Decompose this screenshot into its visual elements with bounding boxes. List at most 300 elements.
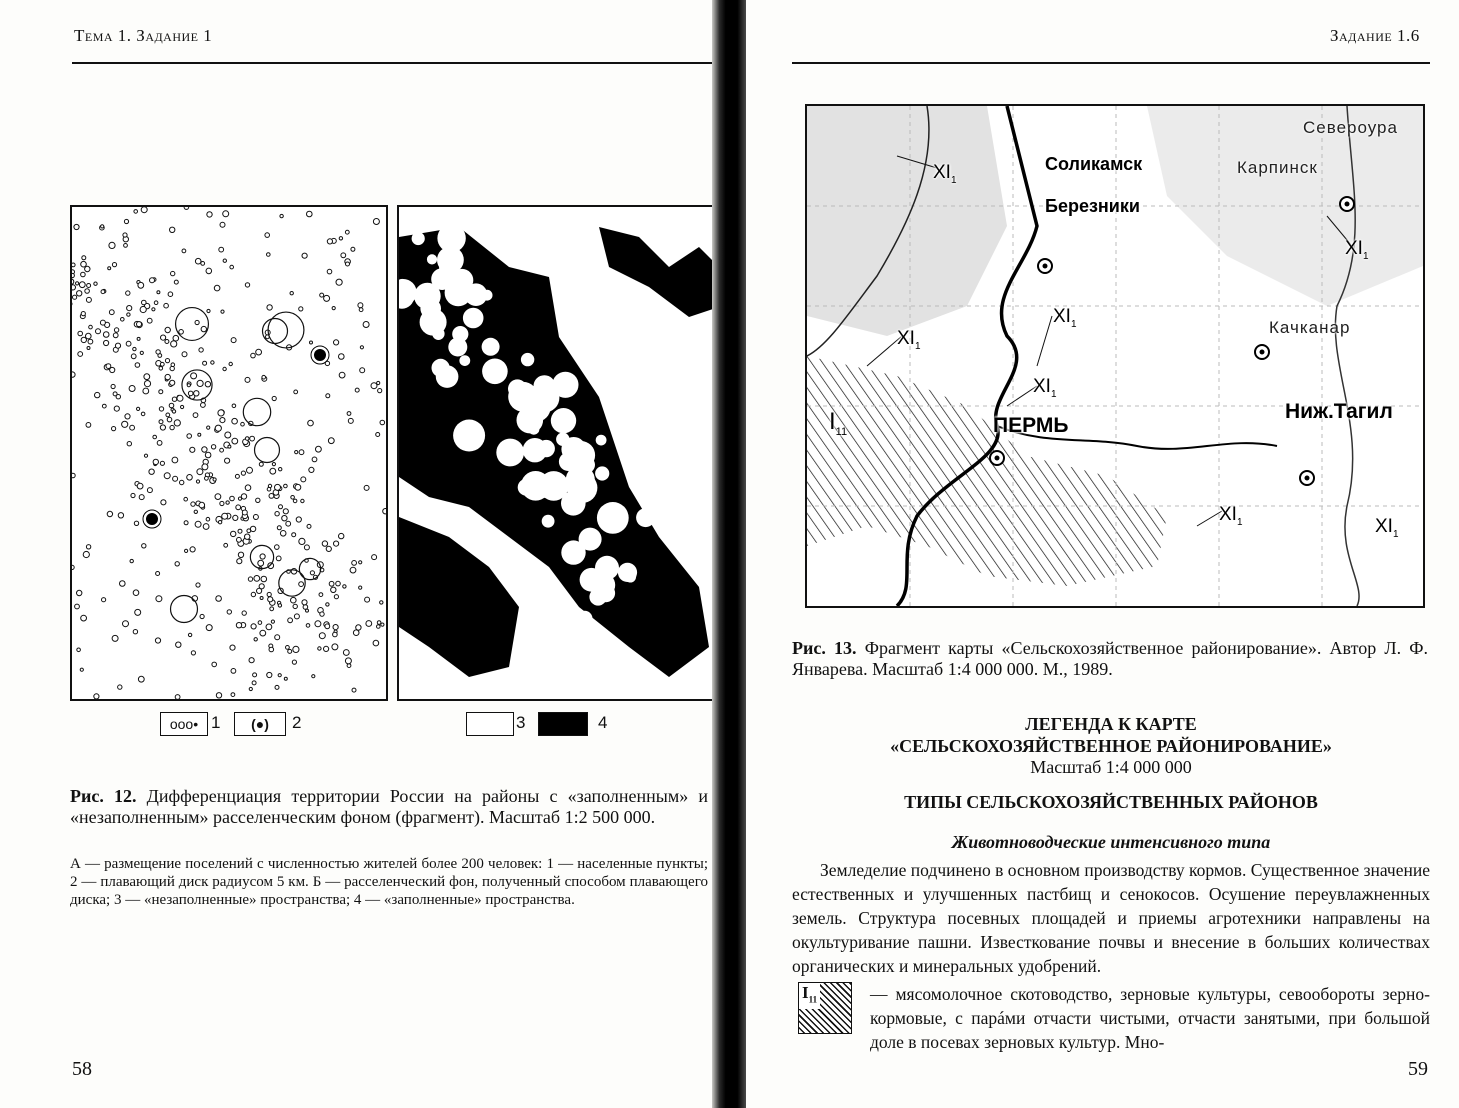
right-page-number: 59 — [1408, 1058, 1428, 1080]
settlement-dot — [377, 621, 381, 625]
settlement-dot — [318, 647, 321, 650]
settlement-dot — [123, 621, 129, 627]
settlement-dot — [130, 425, 135, 430]
settlement-dot — [220, 501, 224, 505]
settlement-dot — [293, 499, 297, 503]
settlement-dot — [378, 389, 382, 393]
settlement-dot — [112, 263, 116, 267]
settlement-dot — [173, 335, 179, 341]
settlement-dot — [196, 480, 199, 483]
settlement-dot — [114, 328, 118, 332]
settlement-dot — [253, 515, 258, 520]
unfilled-hole — [577, 611, 593, 627]
map-label-perm: ПЕРМЬ — [993, 414, 1069, 437]
settlement-dot — [197, 469, 203, 475]
settlement-dot — [165, 340, 169, 344]
settlement-dot — [336, 279, 342, 285]
settlement-dot — [351, 247, 355, 251]
settlement-dot — [306, 609, 309, 612]
settlement-dot — [108, 267, 111, 270]
settlement-dot — [301, 499, 304, 502]
settlement-dot — [270, 468, 276, 474]
settlement-dot — [304, 545, 309, 550]
settlement-dot — [350, 567, 356, 573]
settlement-dot — [137, 337, 140, 340]
settlement-dot — [167, 417, 172, 422]
settlement-dot — [118, 513, 123, 518]
settlement-dot — [194, 510, 197, 513]
legend-swatch-3-unfilled — [466, 712, 514, 736]
figure-12-label: Рис. 12. — [70, 786, 137, 806]
settlement-dot — [139, 495, 144, 500]
settlement-dot — [237, 537, 242, 542]
settlement-dot — [260, 630, 266, 636]
settlement-dot — [373, 640, 379, 646]
settlement-dot — [102, 404, 106, 408]
settlement-dot — [224, 543, 228, 547]
settlement-dot — [124, 244, 128, 248]
settlement-dot — [199, 348, 203, 352]
settlement-dot — [245, 534, 250, 539]
settlement-dot — [267, 672, 272, 677]
settlement-dot — [241, 494, 246, 499]
settlement-dot — [81, 312, 85, 316]
settlement-dot — [286, 521, 291, 526]
unfilled-hole — [556, 433, 569, 446]
floating-disk-marker — [314, 349, 326, 361]
settlement-dot — [134, 210, 138, 214]
settlement-dot — [106, 364, 111, 369]
settlement-dot — [96, 329, 101, 334]
settlement-dot — [176, 642, 181, 647]
settlement-dot — [229, 362, 232, 365]
settlement-dot — [233, 515, 238, 520]
settlement-dot — [179, 330, 184, 335]
figure-13-caption-text: Фрагмент карты «Сельскохозяйственное районирование». Автор Л. Ф. Январева. Масштаб 1:4 000 000. М., 1989. — [792, 638, 1429, 679]
settlement-dot — [307, 211, 313, 217]
figure-12a-settlement-map — [70, 205, 388, 701]
settlement-dot — [124, 219, 128, 223]
settlement-dot — [265, 233, 270, 238]
settlement-dot — [122, 421, 128, 427]
settlement-dot — [225, 458, 230, 463]
settlement-dot — [165, 374, 170, 379]
settlement-dot — [211, 361, 214, 364]
unfilled-hole — [459, 355, 470, 366]
settlement-dot — [380, 601, 383, 604]
settlement-dot — [187, 434, 192, 439]
settlement-dot — [259, 462, 263, 466]
left-header-rule — [72, 62, 712, 64]
settlement-dot — [284, 677, 287, 680]
settlement-dot — [214, 285, 220, 291]
settlement-dot — [149, 469, 154, 474]
settlement-dot — [312, 675, 315, 678]
legend-paragraph: Земледелие подчинено в основном производству кормов. Существенное значение естественных и улучшенных пастбищ и сенокосов. Осушение переувлажненных земель. Структура посевных площадей и приемы агротехники направлены на окультуривание пашни. Известкование почвы и внесение в больших количествах органических и минеральных удобрений. — [792, 860, 1430, 976]
settlement-dot — [364, 485, 369, 490]
settlement-dot — [131, 493, 135, 497]
settlement-dot — [301, 477, 306, 482]
settlement-dot — [377, 625, 381, 629]
settlement-dot — [120, 581, 126, 587]
unfilled-hole — [448, 338, 467, 357]
legend-swatch-4-filled — [538, 712, 588, 736]
settlement-dot — [288, 649, 292, 653]
settlement-dot — [87, 284, 91, 288]
settlement-dot — [256, 498, 260, 502]
settlement-dot — [77, 648, 81, 652]
settlement-dot — [373, 219, 379, 225]
floating-disk-marker — [146, 513, 158, 525]
settlement-dot — [184, 207, 189, 209]
settlement-dot — [187, 384, 190, 387]
settlement-dot — [197, 380, 203, 386]
unfilled-hole — [559, 452, 578, 471]
legend-swatch-1: ооо• — [160, 712, 208, 736]
settlement-dot — [299, 450, 304, 455]
settlement-dot — [258, 621, 262, 625]
settlement-dot — [294, 390, 298, 394]
settlement-dot — [165, 359, 169, 363]
settlement-dot — [184, 497, 188, 501]
settlement-dot — [83, 551, 89, 557]
settlement-dot — [78, 331, 83, 336]
settlement-dot — [81, 272, 86, 277]
settlement-dot — [226, 501, 229, 504]
legend-scale: Масштаб 1:4 000 000 — [1030, 757, 1192, 777]
settlement-dot — [144, 454, 147, 457]
map-zone-xi-4: $XI_1$ — [897, 328, 921, 352]
map-label-severouralsk: Североура — [1303, 118, 1398, 137]
settlement-dot — [159, 390, 163, 394]
settlement-dot — [288, 618, 293, 623]
settlement-dot — [85, 289, 90, 294]
settlement-dot — [245, 485, 251, 491]
settlement-dot — [81, 261, 87, 267]
settlement-dot — [206, 517, 210, 521]
figure-12-note: А — размещение поселений с численностью жителей более 200 человек: 1 — населенные пункты; 2 — плавающий диск радиусом 5 км. Б — расселенческий фон, полученный способом плавающего диска; 3 — «незаполненные» пространства; 4 — «заполненные» пространства. — [70, 856, 708, 908]
settlement-dot — [241, 471, 245, 475]
settlement-dot — [102, 598, 106, 602]
settlement-dot — [345, 658, 351, 664]
settlement-dot — [312, 457, 317, 462]
settlement-dot — [309, 467, 314, 472]
settlement-dot — [172, 410, 175, 413]
settlement-dot — [283, 509, 288, 514]
settlement-dot — [135, 609, 141, 615]
settlement-dot — [170, 380, 175, 385]
settlement-dot — [86, 333, 92, 339]
settlement-dot — [293, 604, 297, 608]
settlement-dot — [332, 644, 338, 650]
settlement-dot — [206, 625, 212, 631]
settlement-dot — [137, 322, 142, 327]
settlement-dot — [180, 480, 184, 484]
settlement-dot — [254, 638, 257, 641]
figure-12-caption-text: Дифференциация территории России на районы с «заполненным» и «незаполненным» расселенческим фоном (фрагмент). Масштаб 1:2 500 000. — [70, 786, 708, 827]
legend-label-4: 4 — [598, 713, 608, 732]
settlement-dot — [241, 422, 245, 426]
settlement-dot — [166, 413, 170, 417]
settlement-dot — [339, 354, 345, 360]
settlement-dot — [118, 685, 122, 689]
unfilled-hole — [425, 316, 441, 332]
settlement-dot — [72, 273, 74, 277]
settlement-dot — [79, 282, 85, 288]
settlement-dot — [245, 283, 249, 287]
settlement-dot — [191, 373, 197, 379]
settlement-dot — [203, 361, 207, 365]
legend-subsection-title: Животноводческие интенсивного типа — [951, 832, 1271, 852]
settlement-dot — [275, 512, 279, 516]
settlement-dot — [100, 320, 105, 325]
settlement-dot — [339, 533, 344, 538]
settlement-dot — [270, 607, 274, 611]
settlement-dot — [365, 597, 370, 602]
settlement-dot — [164, 303, 169, 308]
settlement-dot — [262, 375, 266, 379]
settlement-dot — [290, 292, 293, 295]
settlement-dot — [284, 484, 288, 488]
settlement-dot — [267, 305, 272, 310]
unfilled-hole — [552, 372, 578, 398]
settlement-dot — [232, 438, 238, 444]
settlement-dot — [359, 586, 362, 589]
settlement-dot — [333, 632, 338, 637]
settlement-dot — [343, 650, 349, 656]
settlement-dot — [88, 339, 93, 344]
settlement-dot — [339, 237, 342, 240]
settlement-dot — [86, 297, 91, 302]
settlement-dot — [302, 253, 307, 258]
map-label-kachkanar: Качканар — [1269, 318, 1351, 337]
settlement-dot — [223, 367, 226, 370]
settlement-dot — [259, 584, 264, 589]
map-city-marker-dot — [1260, 350, 1265, 355]
settlement-dot — [237, 559, 242, 564]
settlement-dot — [126, 291, 130, 295]
settlement-dot — [249, 658, 254, 663]
settlement-dot — [291, 597, 297, 603]
settlement-dot — [280, 531, 286, 537]
settlement-dot — [334, 340, 339, 345]
settlement-dot — [215, 494, 221, 500]
unfilled-hole — [518, 479, 535, 496]
settlement-dot — [341, 253, 346, 258]
settlement-dot — [320, 293, 324, 297]
map-city-marker-dot — [995, 456, 1000, 461]
unfilled-hole — [542, 515, 555, 528]
settlement-dot — [159, 407, 163, 411]
settlement-dot — [142, 300, 147, 305]
settlement-dot — [169, 403, 174, 408]
settlement-dot — [236, 505, 241, 510]
settlement-dot — [372, 555, 377, 560]
settlement-dot — [111, 384, 115, 388]
settlement-dot — [206, 268, 212, 274]
settlement-dot — [207, 212, 212, 217]
settlement-dot — [207, 309, 210, 312]
settlement-dot — [182, 352, 187, 357]
settlement-dot — [141, 207, 147, 213]
settlement-dot — [86, 423, 91, 428]
map-zone-xi-7: $XI_1$ — [1375, 516, 1399, 540]
settlement-dot — [358, 303, 363, 308]
settlement-dot — [252, 681, 256, 685]
settlement-dot — [247, 467, 253, 473]
settlement-dot — [72, 263, 75, 267]
settlement-dot — [107, 511, 112, 516]
legend-title-line-2: «СЕЛЬСКОХОЗЯЙСТВЕННОЕ РАЙОНИРОВАНИЕ» — [890, 736, 1332, 756]
settlement-dot — [280, 214, 283, 217]
settlement-dot — [73, 295, 77, 299]
map-city-marker-dot — [1043, 264, 1048, 269]
settlement-dot — [89, 325, 93, 329]
settlement-dot — [238, 529, 242, 533]
unfilled-hole — [508, 382, 538, 412]
settlement-dot — [190, 547, 195, 552]
settlement-dot — [160, 461, 164, 465]
settlement-dot — [78, 352, 83, 357]
settlement-dot — [114, 406, 119, 411]
settlement-dot — [220, 222, 225, 227]
settlement-dot — [380, 420, 385, 425]
settlement-dot — [142, 544, 146, 548]
settlement-dot — [80, 668, 83, 671]
settlement-dot — [72, 279, 74, 284]
settlement-dot — [307, 524, 311, 528]
settlement-dot — [147, 488, 152, 493]
settlement-dot — [268, 597, 273, 602]
settlement-dot — [320, 612, 324, 616]
settlement-dot — [153, 459, 158, 464]
legend-label-2: 2 — [292, 713, 302, 732]
map-label-karpinsk: Карпинск — [1237, 158, 1318, 177]
settlement-dot — [77, 590, 82, 595]
settlement-dot — [279, 505, 283, 509]
unfilled-hole — [427, 254, 437, 264]
settlement-dot — [292, 660, 296, 664]
settlement-dot — [216, 693, 221, 698]
settlement-dot — [101, 290, 105, 294]
map-label-solikamsk: Соликамск — [1045, 154, 1143, 174]
settlement-dot — [159, 420, 163, 424]
settlement-dot — [272, 396, 276, 400]
settlement-dot — [172, 397, 176, 401]
settlement-dot — [82, 256, 86, 260]
settlement-dot — [324, 295, 330, 301]
settlement-dot — [187, 475, 193, 481]
settlement-dot — [319, 593, 323, 597]
unfilled-hole — [596, 435, 607, 446]
settlement-dot — [359, 308, 363, 312]
settlement-dot — [77, 291, 82, 296]
settlement-dot — [109, 242, 115, 248]
figure-13-agricultural-zoning-map — [805, 104, 1425, 608]
settlement-dot — [127, 442, 131, 446]
settlement-dot — [261, 576, 267, 582]
settlement-dot — [296, 517, 301, 522]
settlement-dot — [310, 571, 314, 575]
settlement-dot — [203, 524, 209, 530]
settlement-dot — [133, 590, 139, 596]
settlement-dot — [185, 549, 188, 552]
settlement-dot — [282, 516, 287, 521]
settlement-dot — [251, 592, 255, 596]
settlement-dot — [251, 353, 256, 358]
settlement-dot — [325, 624, 330, 629]
settlement-dot — [223, 259, 226, 262]
settlement-dot — [299, 538, 305, 544]
settlement-dot — [254, 576, 260, 582]
settlement-dot — [343, 585, 346, 588]
settlement-dot — [360, 368, 365, 373]
settlement-dot — [310, 341, 313, 344]
settlement-dot — [191, 502, 195, 506]
settlement-dot — [334, 541, 339, 546]
settlement-dot — [347, 412, 351, 416]
settlement-dot — [112, 635, 118, 641]
settlement-dot — [172, 457, 178, 463]
settlement-dot — [205, 452, 211, 458]
settlement-dot — [130, 559, 133, 562]
settlement-dot — [129, 386, 135, 392]
settlement-dot — [328, 438, 334, 444]
settlement-dot — [227, 610, 231, 614]
legend-label-1: 1 — [211, 713, 221, 732]
settlement-dot — [75, 604, 80, 609]
settlement-dot — [268, 563, 274, 569]
settlement-dot — [207, 426, 210, 429]
settlement-dot — [279, 468, 282, 471]
map-zone-xi-1: $XI_1$ — [933, 162, 957, 186]
settlement-dot — [220, 418, 225, 423]
legend-item-symbol-i11: $I_{11}$ — [798, 982, 852, 1034]
settlement-dot — [286, 646, 290, 650]
settlement-dot — [295, 484, 301, 490]
unfilled-hole — [482, 290, 493, 301]
settlement-dot — [177, 395, 183, 401]
map-zone-xi-2: $XI_1$ — [1345, 238, 1369, 262]
settlement-dot — [188, 633, 191, 636]
settlement-dot — [198, 433, 201, 436]
unfilled-hole — [521, 353, 534, 366]
settlement-dot — [383, 509, 386, 514]
settlement-dot — [278, 604, 281, 607]
legend-title-line-1: ЛЕГЕНДА К КАРТЕ — [1025, 714, 1197, 734]
settlement-dot — [275, 545, 280, 550]
unfilled-hole — [595, 556, 619, 580]
settlement-dot — [266, 624, 272, 630]
settlement-dot — [72, 372, 75, 377]
map-label-nizh-tagil: Ниж.Тагил — [1285, 400, 1393, 423]
settlement-dot — [327, 239, 332, 244]
settlement-dot — [371, 383, 377, 389]
settlement-dot — [170, 425, 174, 429]
settlement-dot — [275, 685, 279, 689]
settlement-dot — [72, 285, 76, 290]
settlement-dot — [359, 561, 362, 564]
settlement-dot — [245, 437, 249, 441]
unfilled-hole — [538, 440, 555, 457]
settlement-dot — [171, 271, 175, 275]
settlement-dot — [308, 420, 314, 426]
settlement-dot — [322, 541, 327, 546]
settlement-dot — [72, 473, 75, 478]
settlement-dot — [353, 630, 359, 636]
settlement-dot — [211, 445, 215, 449]
settlement-dot — [194, 391, 199, 396]
